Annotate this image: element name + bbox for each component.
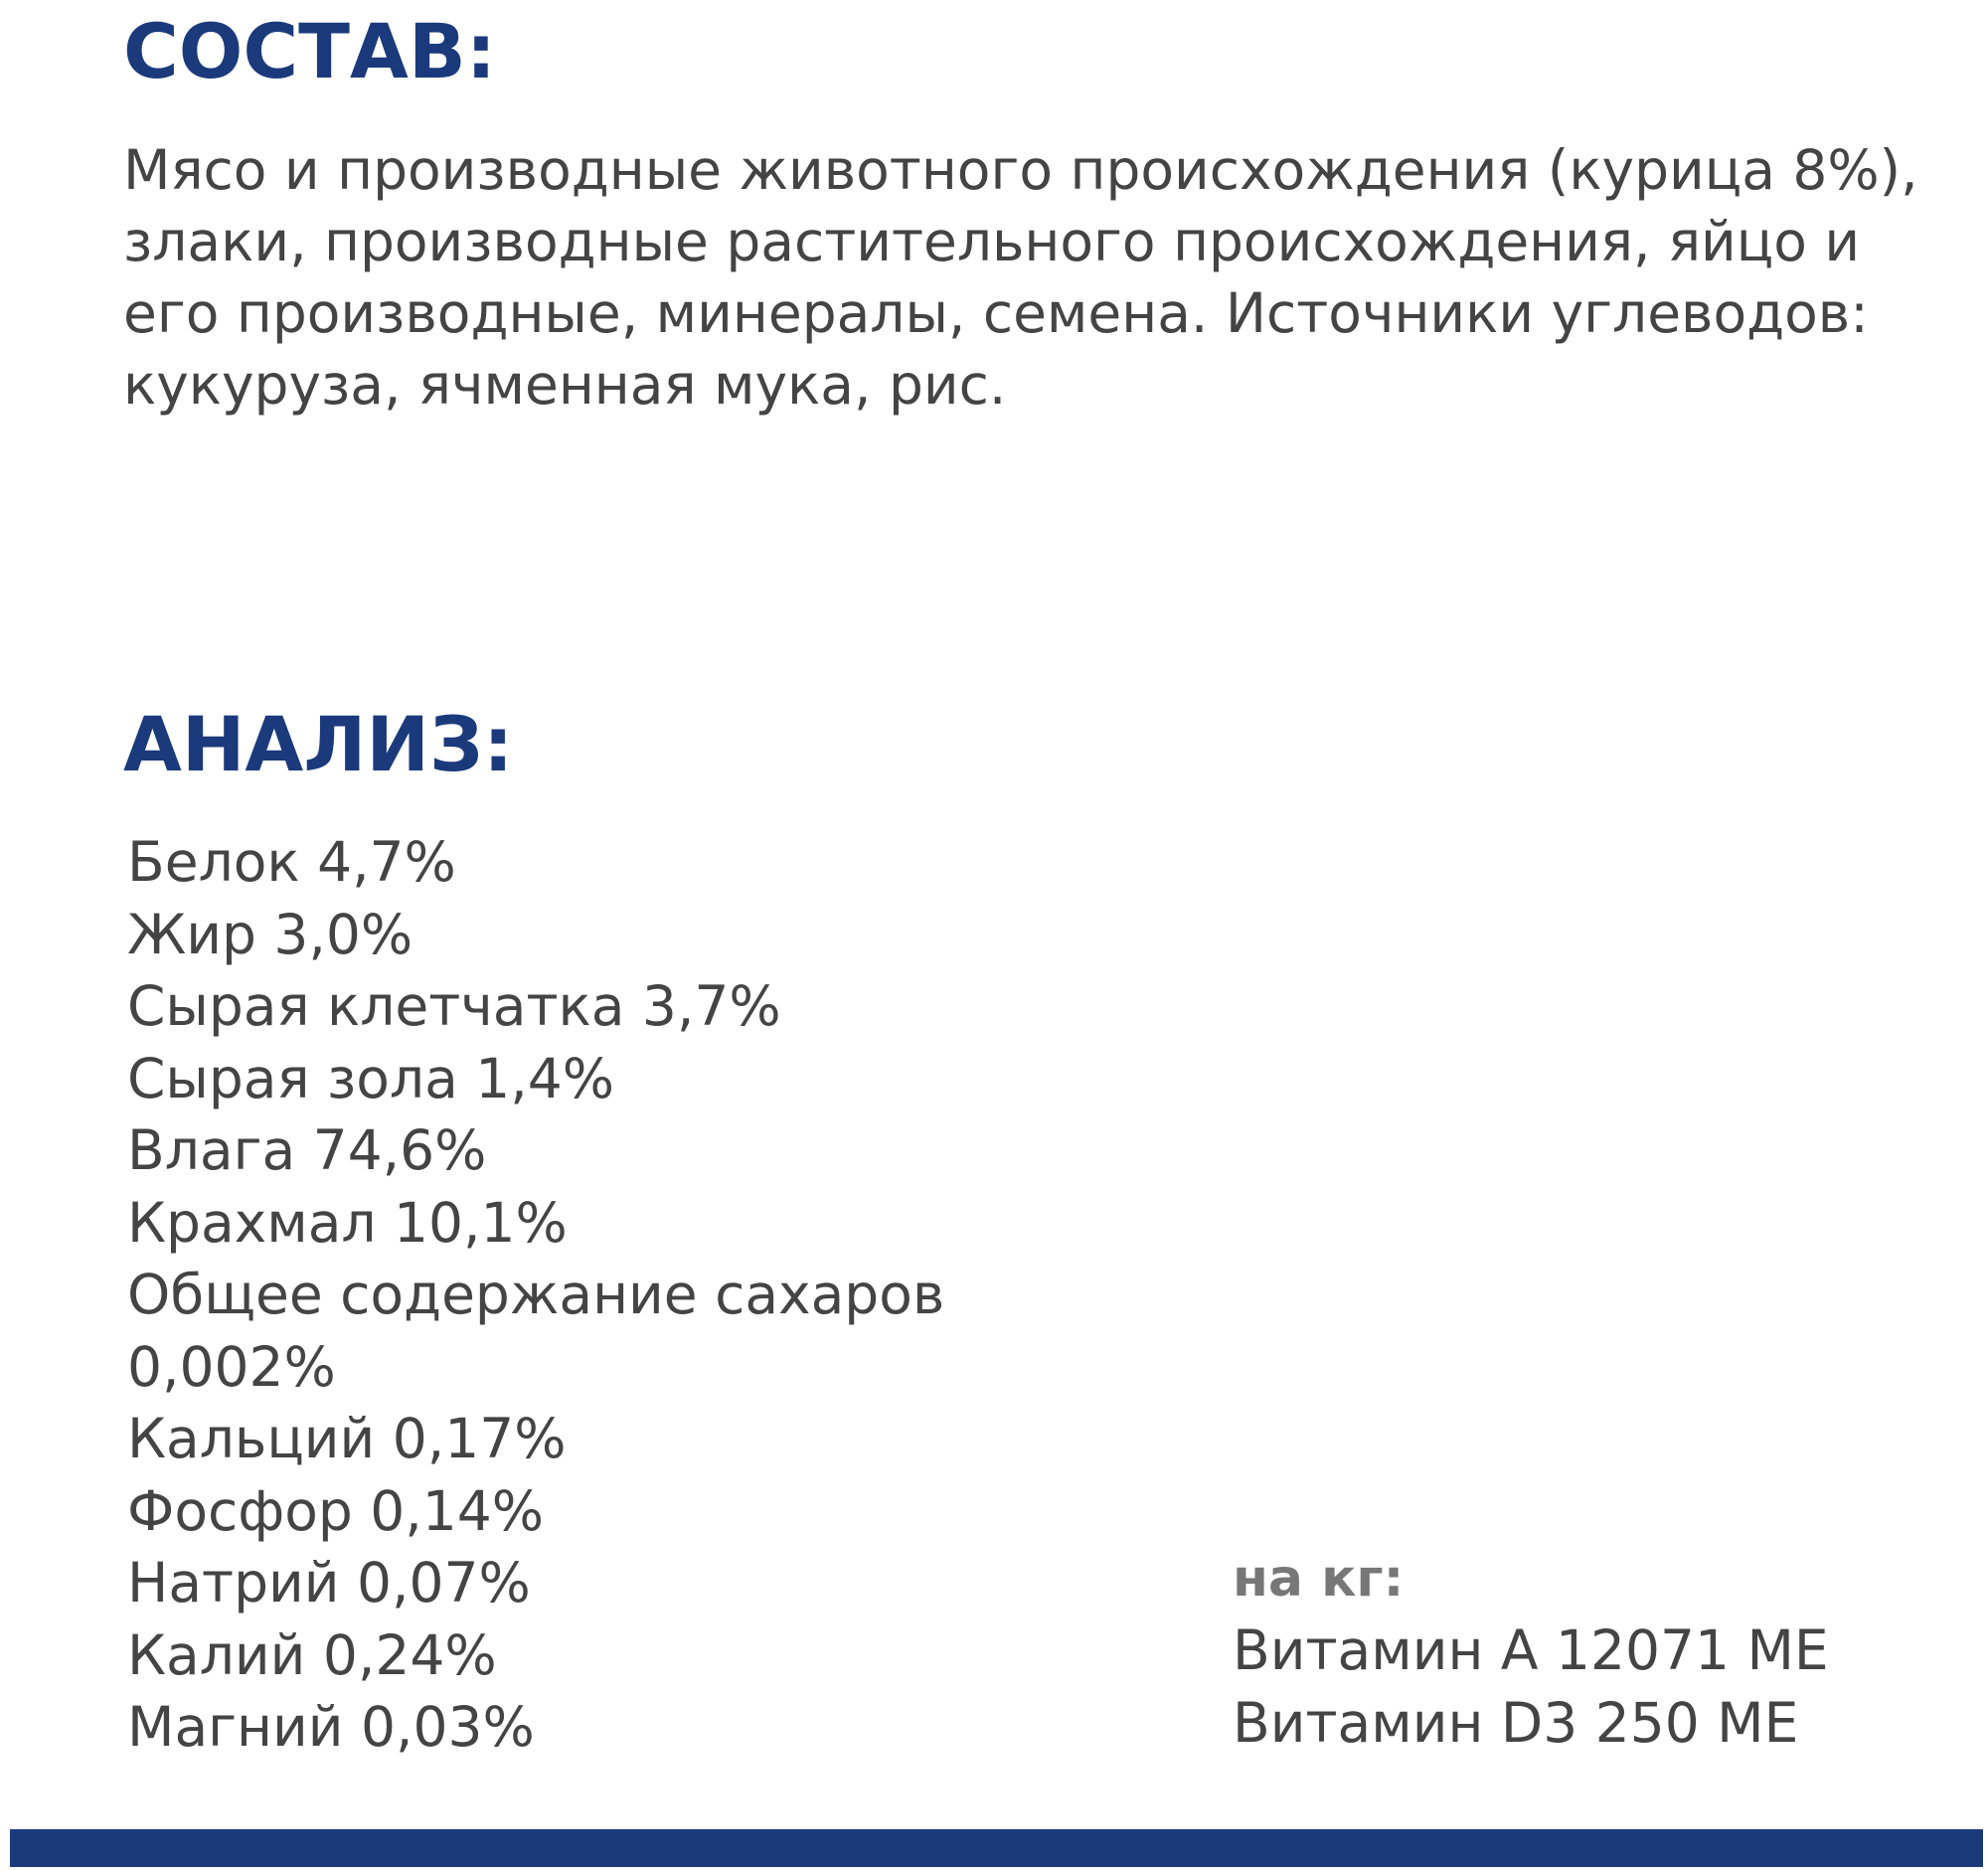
- analysis-item-potassium: Калий 0,24%: [127, 1622, 497, 1687]
- per-kg-section: [1233, 1543, 1829, 1759]
- analysis-heading: АНАЛИЗ:: [123, 700, 514, 788]
- analysis-item-magnesium: Магний 0,03%: [127, 1695, 535, 1759]
- footer-bar: [10, 1829, 1983, 1867]
- analysis-item-total-sugars-value: 0,002%: [127, 1334, 336, 1399]
- analysis-item-fat: Жир 3,0%: [127, 902, 414, 966]
- analysis-item-starch: Крахмал 10,1%: [127, 1190, 568, 1255]
- per-kg-list: [1233, 1615, 1829, 1759]
- per-kg-item-vitamin-d3: Витамин D3 250 МЕ: [1233, 1690, 1799, 1755]
- analysis-item-crude-fiber: Сырая клетчатка 3,7%: [127, 974, 781, 1038]
- composition-heading: СОСТАВ:: [123, 7, 497, 95]
- per-kg-item-vitamin-a: Витамин А 12071 МЕ: [1233, 1618, 1829, 1682]
- analysis-list: [127, 826, 944, 1764]
- analysis-item-sodium: Натрий 0,07%: [127, 1551, 531, 1615]
- per-kg-label: на кг:: [1233, 1549, 1405, 1609]
- analysis-item-protein: Белок 4,7%: [127, 830, 456, 894]
- analysis-item-phosphorus: Фосфор 0,14%: [127, 1478, 545, 1543]
- analysis-item-moisture: Влага 74,6%: [127, 1118, 487, 1182]
- composition-text: Мясо и производные животного происхождения (курица 8%), злаки, производные растительного происхождения, яйцо и его производные, минералы, семена. Источники углеводов: кукуруза, ячменная мука, рис.: [123, 138, 1918, 417]
- analysis-item-crude-ash: Сырая зола 1,4%: [127, 1046, 614, 1110]
- analysis-item-calcium: Кальций 0,17%: [127, 1407, 567, 1470]
- analysis-item-total-sugars: Общее содержание сахаров: [127, 1263, 945, 1326]
